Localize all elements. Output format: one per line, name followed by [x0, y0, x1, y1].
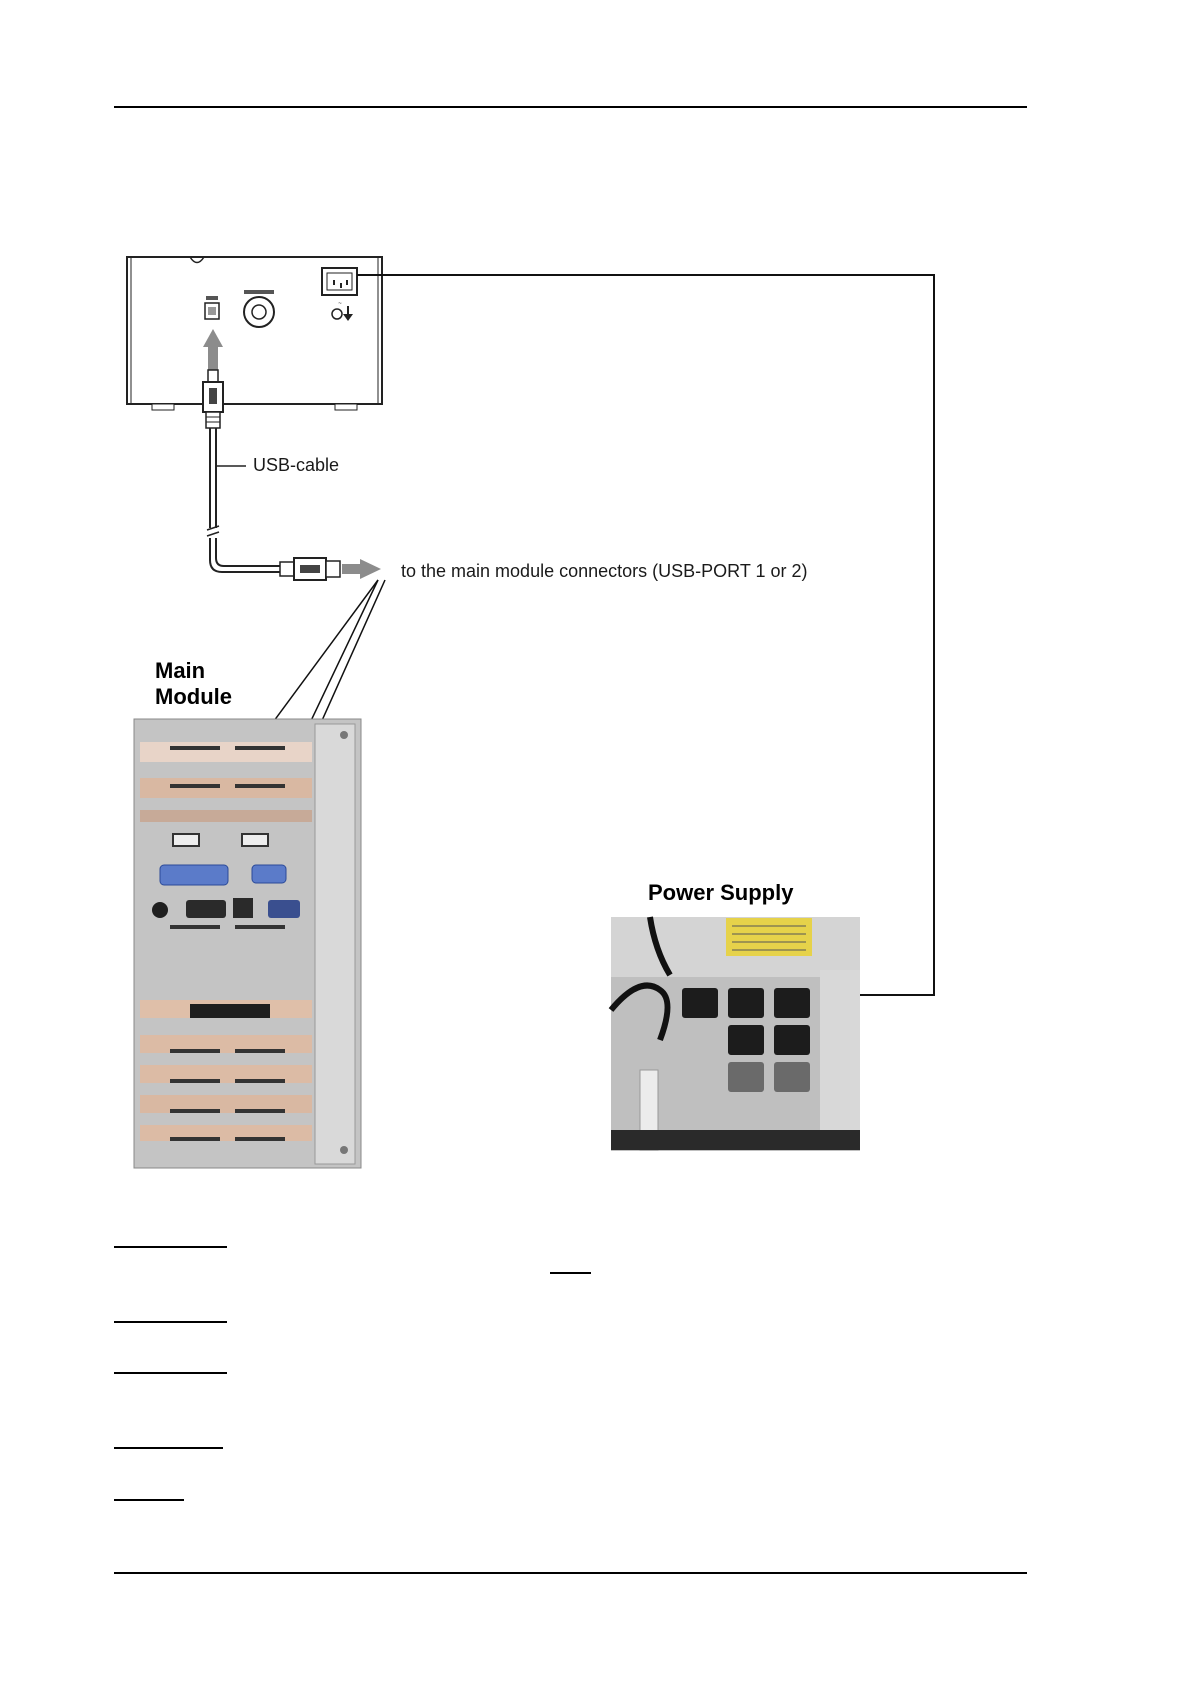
power-supply-image: [611, 917, 860, 1151]
underline-mark: [114, 1499, 184, 1501]
usb-a-plug-icon: [280, 558, 340, 580]
svg-text:~: ~: [338, 301, 342, 307]
power-cable-line: [357, 275, 934, 995]
main-module-heading-line1: Main: [155, 658, 206, 683]
underline-mark: [114, 1321, 227, 1323]
usb-port-icon: [205, 296, 219, 319]
main-module-heading: [155, 658, 232, 710]
underline-mark: [550, 1272, 591, 1274]
underline-mark: [114, 1447, 223, 1449]
footer-rule: [114, 1572, 1027, 1574]
usb-cable-label: USB-cable: [253, 455, 340, 475]
main-module-image: [134, 719, 361, 1168]
usb-destination-label: to the main module connectors (USB-PORT 1 or 2): [401, 561, 808, 581]
underline-mark: [114, 1246, 227, 1248]
main-module-heading-line2: Module: [155, 684, 232, 709]
usb-cable-line: [207, 428, 280, 572]
insert-arrow-right-icon: [342, 559, 381, 579]
power-supply-heading: Power Supply: [648, 880, 794, 905]
underline-mark: [114, 1372, 227, 1374]
